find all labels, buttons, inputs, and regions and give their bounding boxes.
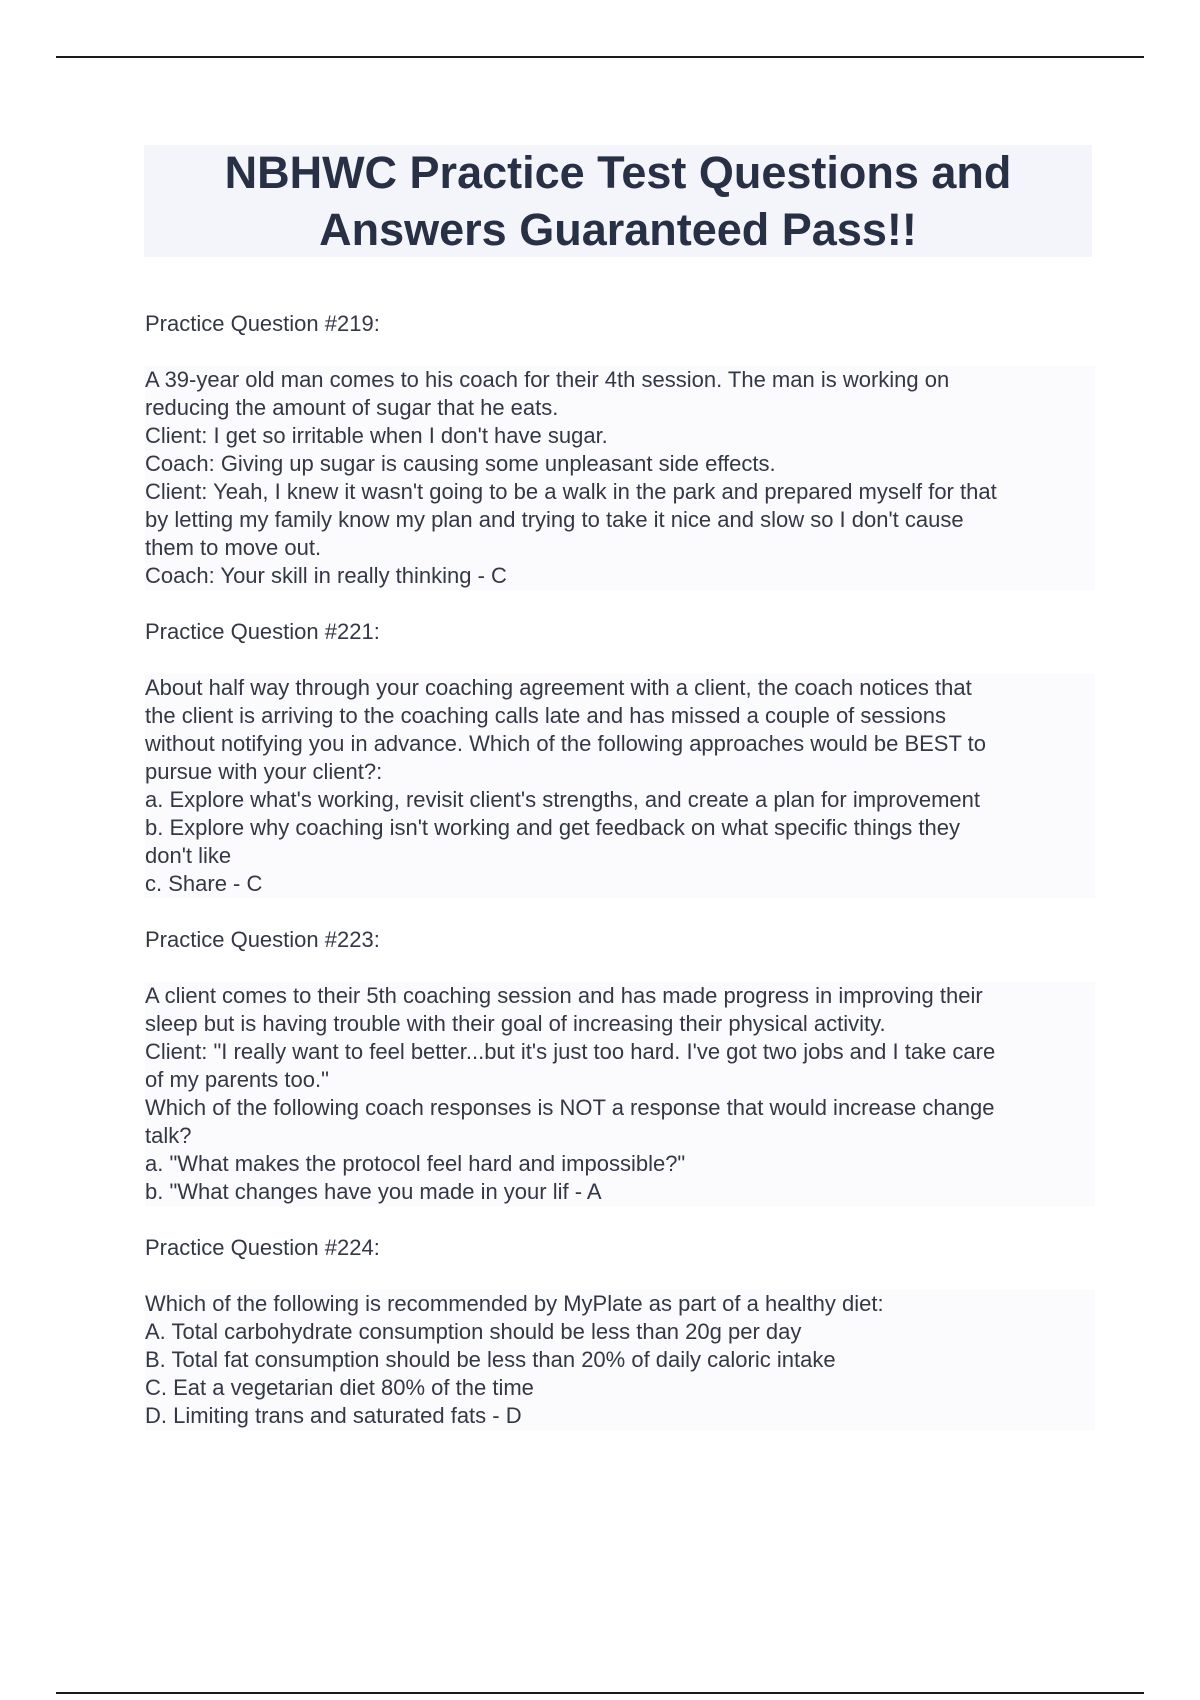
question-line: A 39-year old man comes to his coach for their 4th session. The man is working on — [145, 367, 950, 392]
question-body — [145, 982, 1095, 1206]
question-body — [145, 366, 1095, 590]
title-line-2: Answers Guaranteed Pass!! — [319, 204, 917, 255]
question-heading: Practice Question #219: — [145, 311, 380, 336]
question-body — [145, 1290, 1095, 1430]
answer-option: a. "What makes the protocol feel hard and impossible?" — [145, 1151, 686, 1176]
question-line: of my parents too." — [145, 1067, 329, 1092]
question-block-219 — [145, 310, 1095, 590]
question-line: pursue with your client?: — [145, 759, 383, 784]
question-body — [145, 674, 1095, 898]
question-line: sleep but is having trouble with their goal of increasing their physical activity. — [145, 1011, 886, 1036]
question-heading: Practice Question #224: — [145, 1235, 380, 1260]
question-heading: Practice Question #221: — [145, 619, 380, 644]
question-line: About half way through your coaching agreement with a client, the coach notices that — [145, 675, 972, 700]
answer-option: b. "What changes have you made in your lif - A — [145, 1179, 602, 1204]
question-line: Client: Yeah, I knew it wasn't going to be a walk in the park and prepared myself for that — [145, 479, 997, 504]
question-block-221 — [145, 618, 1095, 898]
title-line-1: NBHWC Practice Test Questions and — [224, 147, 1012, 198]
answer-option: C. Eat a vegetarian diet 80% of the time — [145, 1375, 534, 1400]
question-line: Coach: Giving up sugar is causing some unpleasant side effects. — [145, 451, 776, 476]
question-line: Client: I get so irritable when I don't have sugar. — [145, 423, 608, 448]
bottom-rule — [56, 1692, 1144, 1694]
question-heading: Practice Question #223: — [145, 927, 380, 952]
top-rule — [56, 56, 1144, 58]
question-block-224 — [145, 1234, 1095, 1430]
answer-option: b. Explore why coaching isn't working and get feedback on what specific things they — [145, 815, 960, 840]
answer-option: A. Total carbohydrate consumption should be less than 20g per day — [145, 1319, 802, 1344]
question-block-223 — [145, 926, 1095, 1206]
question-line: talk? — [145, 1123, 192, 1148]
question-line: without notifying you in advance. Which of the following approaches would be BEST to — [145, 731, 986, 756]
question-line: the client is arriving to the coaching calls late and has missed a couple of sessions — [145, 703, 946, 728]
question-line: Which of the following is recommended by MyPlate as part of a healthy diet: — [145, 1291, 884, 1316]
question-line: Coach: Your skill in really thinking - C — [145, 563, 507, 588]
question-line: Which of the following coach responses is NOT a response that would increase change — [145, 1095, 995, 1120]
document-title — [225, 144, 1012, 258]
questions-content — [145, 310, 1095, 1458]
answer-option: a. Explore what's working, revisit client's strengths, and create a plan for improvement — [145, 787, 981, 812]
title-banner — [144, 145, 1092, 257]
question-line: Client: "I really want to feel better...but it's just too hard. I've got two jobs and I take care — [145, 1039, 996, 1064]
answer-option: c. Share - C — [145, 871, 263, 896]
question-line: reducing the amount of sugar that he eats. — [145, 395, 559, 420]
question-line: A client comes to their 5th coaching session and has made progress in improving their — [145, 983, 983, 1008]
answer-option: B. Total fat consumption should be less than 20% of daily caloric intake — [145, 1347, 836, 1372]
answer-option: D. Limiting trans and saturated fats - D — [145, 1403, 522, 1428]
question-line: by letting my family know my plan and trying to take it nice and slow so I don't cause — [145, 507, 964, 532]
answer-option: don't like — [145, 843, 232, 868]
question-line: them to move out. — [145, 535, 322, 560]
